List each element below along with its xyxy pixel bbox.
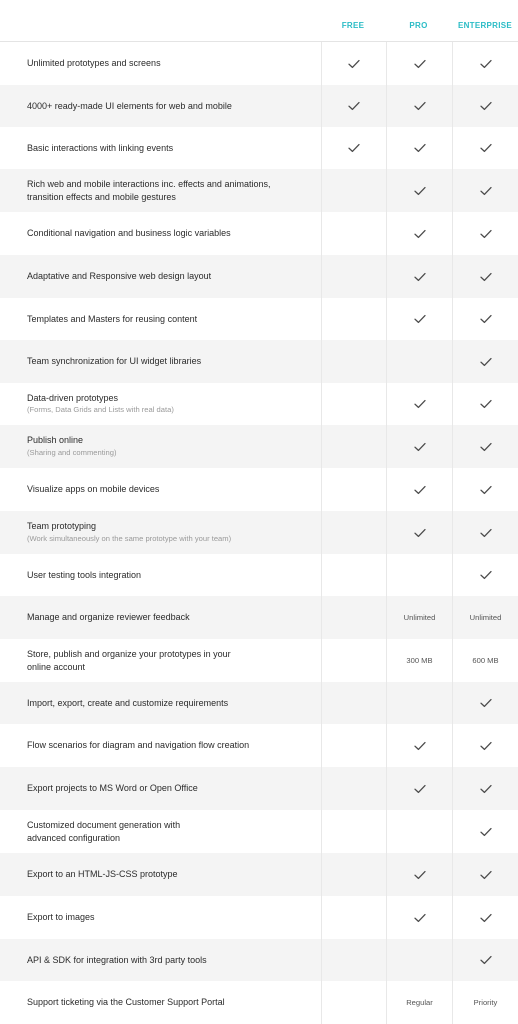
feature-cell [27,212,312,255]
feature-title: Manage and organize reviewer feedback [27,612,190,623]
check-icon [413,229,427,239]
cell-pro [386,169,452,212]
cell-enterprise [452,85,518,127]
feature-cell [27,896,312,939]
feature-cell [27,981,312,1024]
check-icon [479,442,493,452]
cell-free [321,42,386,85]
feature-subtitle: (Work simultaneously on the same prototype with your team) [27,533,232,543]
check-icon [479,913,493,923]
cell-pro [386,85,452,127]
check-icon [413,485,427,495]
cell-enterprise [452,596,518,639]
feature-rows [0,42,518,1024]
table-row [0,127,518,169]
feature-title: Unlimited prototypes and screens [27,58,161,69]
cell-enterprise [452,810,518,853]
cell-pro [386,724,452,767]
feature-cell [27,425,312,468]
check-icon [413,442,427,452]
table-row [0,425,518,468]
feature-title: Export projects to MS Word or Open Office [27,783,198,794]
check-icon [479,229,493,239]
check-icon [413,186,427,196]
cell-enterprise [452,554,518,596]
feature-title: Basic interactions with linking events [27,142,174,153]
cell-enterprise [452,383,518,425]
feature-cell [27,383,312,425]
feature-title: Templates and Masters for reusing content [27,313,198,324]
table-row [0,981,518,1024]
cell-free [321,340,386,383]
cell-free [321,981,386,1024]
table-row [0,85,518,127]
feature-title: Import, export, create and customize requirements [27,697,229,708]
table-row [0,939,518,981]
feature-cell [27,468,312,511]
cell-pro [386,981,452,1024]
cell-pro [386,340,452,383]
check-icon [479,485,493,495]
cell-pro [386,298,452,340]
cell-free [321,682,386,724]
table-row [0,169,518,212]
cell-pro [386,939,452,981]
cell-free [321,169,386,212]
feature-cell [27,810,312,853]
cell-pro [386,596,452,639]
check-icon [413,784,427,794]
cell-enterprise [452,468,518,511]
cell-pro [386,255,452,298]
table-row [0,724,518,767]
cell-free [321,212,386,255]
feature-title: Publish online [27,435,84,446]
feature-title: Flow scenarios for diagram and navigation flow creation [27,740,250,751]
check-icon [479,955,493,965]
cell-enterprise [452,425,518,468]
cell-free [321,853,386,896]
cell-value: 600 MB [472,656,499,665]
cell-enterprise [452,853,518,896]
feature-title: Store, publish and organize your prototypes in your online account [27,649,231,672]
cell-pro [386,853,452,896]
cell-pro [386,896,452,939]
feature-cell [27,767,312,810]
cell-free [321,767,386,810]
table-header [0,0,518,42]
cell-pro [386,639,452,682]
check-icon [479,143,493,153]
cell-free [321,810,386,853]
check-icon [413,528,427,538]
table-row [0,298,518,340]
feature-title: Conditional navigation and business logic variables [27,228,231,239]
cell-enterprise [452,724,518,767]
table-row [0,511,518,554]
plan-header-free: FREE [341,21,365,30]
check-icon [413,101,427,111]
cell-enterprise [452,981,518,1024]
cell-pro [386,682,452,724]
check-icon [413,59,427,69]
cell-value: Unlimited [403,613,436,622]
check-icon [413,314,427,324]
feature-title: Visualize apps on mobile devices [27,484,160,495]
check-icon [347,59,361,69]
feature-title: Data-driven prototypes [27,392,119,403]
table-row [0,810,518,853]
cell-pro [386,810,452,853]
feature-cell [27,85,312,127]
cell-enterprise [452,169,518,212]
feature-cell [27,724,312,767]
cell-value: Priority [473,998,498,1007]
feature-cell [27,169,312,212]
check-icon [479,870,493,880]
check-icon [479,186,493,196]
check-icon [479,741,493,751]
feature-cell [27,939,312,981]
cell-free [321,255,386,298]
feature-title: Export to an HTML-JS-CSS prototype [27,869,178,880]
table-row [0,596,518,639]
table-row [0,554,518,596]
feature-subtitle: (Forms, Data Grids and Lists with real data) [27,405,174,415]
check-icon [347,101,361,111]
cell-value: Regular [406,998,433,1007]
cell-pro [386,511,452,554]
plan-header-enterprise: ENTERPRISE [457,21,513,30]
check-icon [413,870,427,880]
cell-pro [386,425,452,468]
cell-enterprise [452,896,518,939]
cell-enterprise [452,767,518,810]
cell-enterprise [452,127,518,169]
cell-pro [386,127,452,169]
check-icon [413,741,427,751]
cell-enterprise [452,639,518,682]
feature-subtitle: (Sharing and commenting) [27,447,117,457]
cell-free [321,127,386,169]
feature-title: API & SDK for integration with 3rd party tools [27,954,207,965]
check-icon [479,570,493,580]
table-row [0,639,518,682]
cell-free [321,468,386,511]
table-row [0,42,518,85]
check-icon [413,272,427,282]
check-icon [479,784,493,794]
feature-cell [27,42,312,85]
cell-free [321,383,386,425]
cell-free [321,724,386,767]
feature-cell [27,554,312,596]
table-row [0,468,518,511]
cell-pro [386,767,452,810]
check-icon [479,827,493,837]
cell-free [321,425,386,468]
cell-pro [386,42,452,85]
feature-cell [27,340,312,383]
feature-cell [27,639,312,682]
cell-enterprise [452,340,518,383]
cell-value: 300 MB [406,656,433,665]
feature-title: Adaptative and Responsive web design layout [27,271,212,282]
table-row [0,383,518,425]
table-row [0,212,518,255]
cell-pro [386,468,452,511]
cell-pro [386,212,452,255]
cell-enterprise [452,682,518,724]
feature-cell [27,511,312,554]
cell-value: Unlimited [469,613,502,622]
cell-enterprise [452,212,518,255]
feature-title: Customized document generation with advanced configuration [27,820,181,843]
feature-title: Team prototyping [27,521,97,532]
cell-enterprise [452,511,518,554]
table-row [0,682,518,724]
cell-pro [386,383,452,425]
feature-cell [27,255,312,298]
feature-cell [27,682,312,724]
cell-free [321,298,386,340]
feature-title: 4000+ ready-made UI elements for web and mobile [27,100,232,111]
check-icon [413,913,427,923]
feature-cell [27,596,312,639]
check-icon [479,101,493,111]
cell-free [321,639,386,682]
cell-free [321,596,386,639]
check-icon [479,59,493,69]
table-row [0,767,518,810]
feature-cell [27,127,312,169]
check-icon [479,272,493,282]
feature-title: Rich web and mobile interactions inc. effects and animations, transition effects and mobile gestures [27,179,271,202]
table-row [0,896,518,939]
table-row [0,340,518,383]
table-row [0,853,518,896]
cell-free [321,939,386,981]
cell-enterprise [452,298,518,340]
feature-title: Support ticketing via the Customer Support Portal [27,997,225,1008]
cell-free [321,896,386,939]
check-icon [479,357,493,367]
cell-enterprise [452,255,518,298]
check-icon [347,143,361,153]
check-icon [413,399,427,409]
table-row [0,255,518,298]
feature-title: Export to images [27,912,95,923]
check-icon [479,314,493,324]
cell-enterprise [452,939,518,981]
check-icon [479,528,493,538]
cell-free [321,554,386,596]
cell-free [321,511,386,554]
cell-free [321,85,386,127]
cell-enterprise [452,42,518,85]
feature-title: Team synchronization for UI widget libraries [27,356,202,367]
plan-header-pro: PRO [409,21,428,30]
cell-pro [386,554,452,596]
feature-cell [27,298,312,340]
check-icon [413,143,427,153]
check-icon [479,399,493,409]
feature-cell [27,853,312,896]
check-icon [479,698,493,708]
feature-title: User testing tools integration [27,569,142,580]
